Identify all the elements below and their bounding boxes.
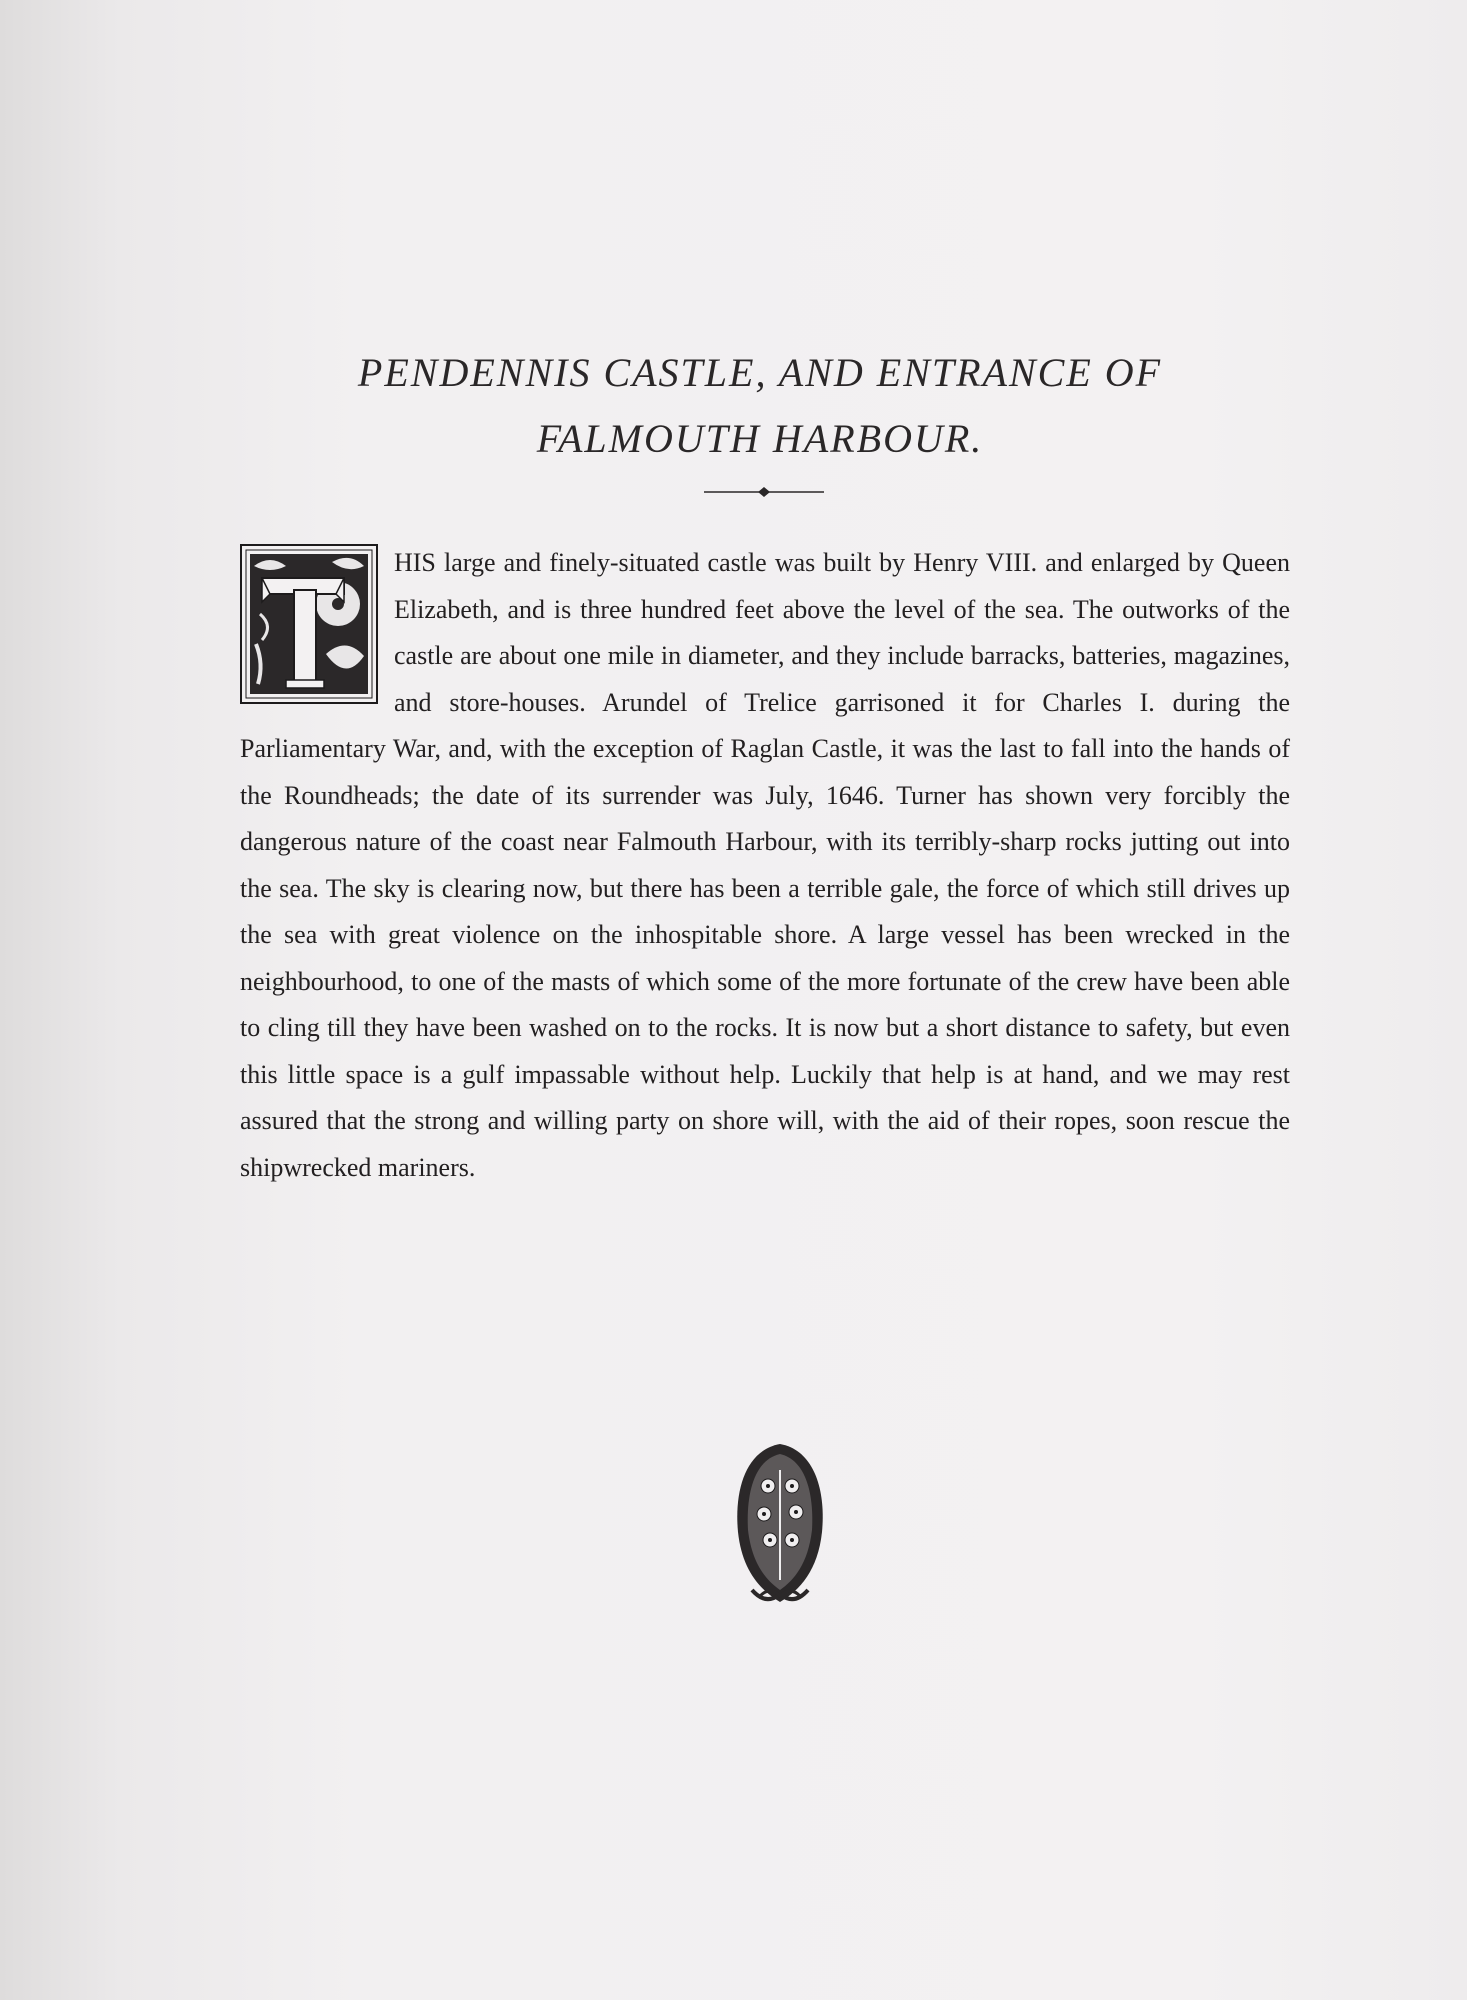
title-line-1: PENDENNIS CASTLE, AND ENTRANCE OF: [357, 350, 1163, 395]
floral-tailpiece-ornament: [730, 1440, 830, 1610]
page-title: [260, 340, 1260, 472]
body-paragraph: [240, 540, 1290, 1191]
illuminated-dropcap-t: [240, 544, 378, 704]
title-divider: [704, 486, 824, 498]
title-line-2: FALMOUTH HARBOUR.: [536, 416, 984, 461]
body-text: HIS large and finely-situated castle was built by Henry VIII. and enlarged by Queen Elizabeth, and is three hundred feet above the level of the sea. The outworks of the castle are about one mile in diameter, and they include barracks, batteries, magazines, and store-houses. Arundel of Trelice garrisoned it for Charles I. during the Parliamentary War, and, with the exception of Raglan Castle, it was the last to fall into the hands of the Roundheads; the date of its surrender was July, 1646. Turner has shown very forcibly the dangerous nature of the coast near Falmouth Harbour, with its terribly-sharp rocks jutting out into the sea. The sky is clearing now, but there has been a terrible gale, the force of which still drives up the sea with great violence on the inhospitable shore. A large vessel has been wrecked in the neighbourhood, to one of the masts of which some of the more fortunate of the crew have been able to cling till they have been washed on to the rocks. It is now but a short distance to safety, but even this little space is a gulf impassable without help. Luckily that help is at hand, and we may rest assured that the strong and willing party on shore will, with the aid of their ropes, soon rescue the shipwrecked mariners.: [240, 548, 1290, 1182]
